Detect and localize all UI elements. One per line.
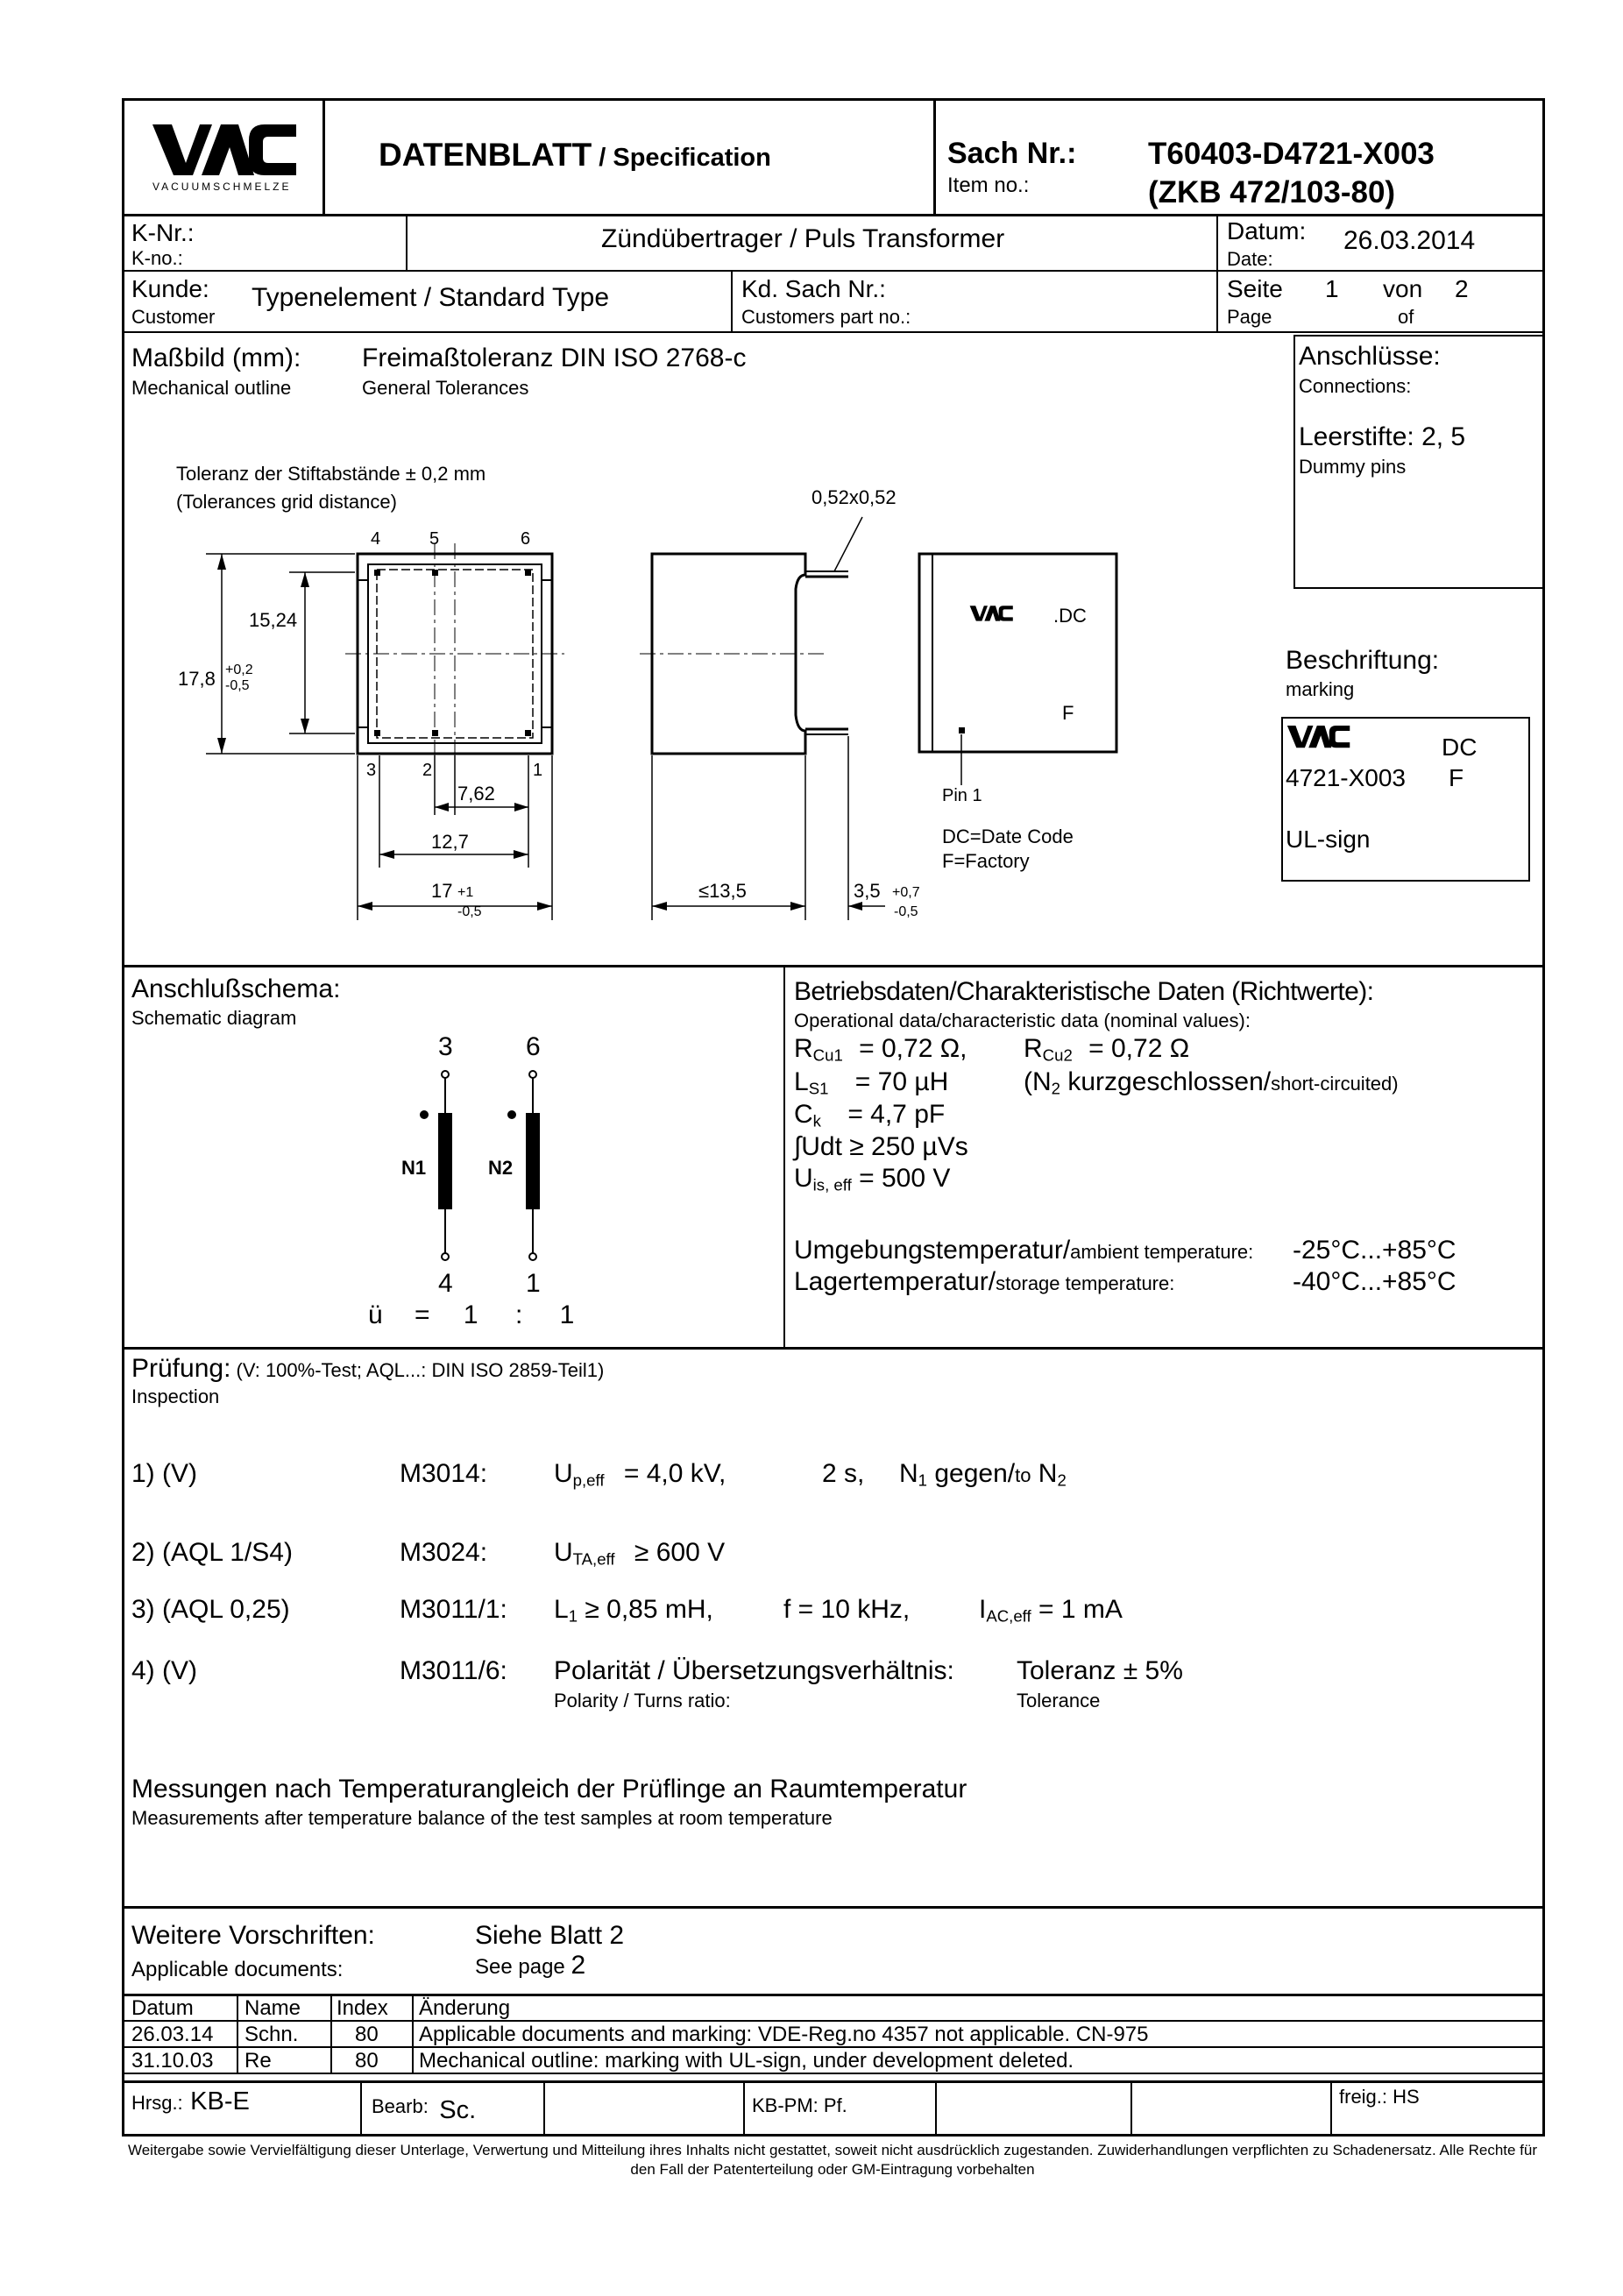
sach-label: Sach Nr.: — [947, 137, 1077, 170]
ck — [794, 1100, 945, 1131]
kno-label: K-no.: — [131, 247, 183, 269]
pin-size-leader — [834, 517, 862, 571]
bearb-value: Sc. — [439, 2096, 477, 2124]
ck-sub: k — [812, 1111, 821, 1130]
operational-label: Betriebsdaten/Charakteristische Daten (Richtwerte): — [794, 977, 1374, 1006]
signoff-vline-e — [1130, 2081, 1132, 2136]
uis-sym: U — [794, 1164, 813, 1193]
top-view-pins — [374, 570, 531, 736]
rcu2-sym: R — [1024, 1034, 1043, 1063]
test1-n2-sub: 2 — [1057, 1470, 1067, 1490]
grid-tolerance-sub: (Tolerances grid distance) — [176, 491, 397, 513]
f-note: F=Factory — [942, 850, 1030, 872]
polarity-dot-n1 — [420, 1110, 429, 1119]
grid-tolerance: Toleranz der Stiftabstände ± 0,2 mm — [176, 463, 486, 485]
measurement-note-sub: Measurements after temperature balance of the test samples at room temperature — [131, 1807, 833, 1829]
ls1-sub: S1 — [808, 1079, 829, 1098]
marking-view-logo — [970, 606, 1013, 620]
change-row-1-name: Schn. — [245, 2023, 299, 2046]
signoff-vline-b — [543, 2081, 545, 2136]
test1-n1: N — [899, 1459, 918, 1488]
ck-sym: C — [794, 1100, 813, 1129]
inspection-note: (V: 100%-Test; AQL...: DIN ISO 2859-Teil1) — [230, 1359, 605, 1381]
storage-temp — [794, 1267, 1174, 1297]
change-header-datum: Datum — [131, 1996, 194, 2020]
docs-value: Siehe Blatt 2 — [475, 1921, 625, 1950]
test4-tolerance-sub: Tolerance — [1017, 1690, 1101, 1711]
test2-u — [554, 1538, 725, 1570]
change-header-name: Name — [245, 1996, 301, 2020]
docs-label-sub: Applicable documents: — [131, 1958, 344, 1981]
dc-note: DC=Date Code — [942, 826, 1074, 847]
uis — [794, 1164, 950, 1195]
rcu2 — [1024, 1034, 1189, 1066]
test1-to: to — [1015, 1464, 1031, 1486]
winding-n2 — [526, 1113, 540, 1209]
rcu1-sym: R — [794, 1034, 813, 1063]
test1-val: = 4,0 kV, — [623, 1459, 726, 1488]
ambient-temp — [794, 1236, 1253, 1265]
dim-17-8-lines — [206, 554, 355, 754]
docs-value-sub-page: 2 — [571, 1951, 586, 1980]
marking-label: Beschriftung: — [1286, 646, 1440, 675]
title-sep: / Specification — [592, 144, 771, 172]
dim-12-7: 12,7 — [431, 831, 469, 853]
section3-divider — [122, 1347, 1545, 1350]
test4-code: M3011/6: — [400, 1656, 507, 1685]
marking-view — [919, 554, 1116, 752]
test3-sym: L — [554, 1595, 569, 1624]
dim-17-tol-dn: -0,5 — [457, 904, 482, 919]
ratio-a: 1 — [463, 1300, 478, 1329]
bearb-label: Bearb: — [372, 2095, 429, 2117]
dim-17-8-tol-up: +0,2 — [225, 663, 253, 677]
test1-time: 2 s, — [822, 1459, 865, 1488]
change-row-1-index: 80 — [355, 2023, 379, 2046]
ls1-val: = 70 µH — [854, 1067, 949, 1096]
uis-val: = 500 V — [851, 1164, 951, 1193]
page-number: 1 — [1325, 275, 1339, 302]
test1-n2: N — [1031, 1459, 1058, 1488]
schematic-sub: Schematic diagram — [131, 1007, 297, 1029]
winding-n1-label: N1 — [401, 1157, 427, 1179]
pin-number-1: 1 — [533, 761, 543, 780]
marking-code: 4721-X003 — [1286, 764, 1407, 791]
ratio-b: 1 — [559, 1300, 575, 1329]
pin-size-label: 0,52x0,52 — [812, 486, 897, 508]
test3-no: 3) (AQL 0,25) — [131, 1595, 290, 1624]
test2-code: M3024: — [400, 1538, 488, 1567]
bearb — [372, 2091, 477, 2124]
datum-label: Datum: — [1227, 217, 1307, 244]
kb-pm: KB-PM: Pf. — [752, 2094, 847, 2116]
schematic-pin-6: 6 — [526, 1032, 541, 1061]
changes-vline-c — [412, 1995, 414, 2073]
pin1-label: Pin 1 — [942, 786, 982, 805]
test3-i-sym: I — [979, 1595, 987, 1624]
ls1-note-a: (N — [1024, 1067, 1052, 1096]
ls1-note-sub: 2 — [1051, 1079, 1060, 1098]
winding-n1 — [438, 1113, 452, 1209]
connections-sub: Connections: — [1299, 375, 1412, 397]
test1-code: M3014: — [400, 1459, 488, 1488]
marking-ul: UL-sign — [1286, 826, 1371, 853]
pin-number-3: 3 — [366, 761, 377, 780]
dim-3-5-tol-up: +0,7 — [892, 885, 920, 900]
page-label: Page — [1227, 306, 1272, 328]
rcu2-sub: Cu2 — [1042, 1045, 1073, 1065]
change-row-2-name: Re — [245, 2049, 272, 2073]
pin-marker-2 — [432, 730, 438, 736]
marking-view-f: F — [1062, 702, 1074, 724]
dim-17-8-tol-dn: -0,5 — [225, 678, 250, 693]
signoff-vline-f — [1330, 2081, 1332, 2136]
title-main: DATENBLATT — [379, 137, 592, 173]
schematic-pin-3: 3 — [438, 1032, 453, 1061]
schematic-pin-1: 1 — [526, 1269, 541, 1298]
date-value: 26.03.2014 — [1343, 226, 1476, 255]
dim-17-tol-up: +1 — [457, 885, 474, 900]
test2-no: 2) (AQL 1/S4) — [131, 1538, 293, 1567]
signoff-vline-d — [935, 2081, 937, 2136]
test3-val: ≥ 0,85 mH, — [578, 1595, 713, 1624]
section2-vline — [783, 966, 785, 1348]
legal-footer: Weitergabe sowie Vervielfältigung dieser Unterlage, Verwertung und Mitteilung ihres Inhalts nicht gestattet, soweit nicht ausdrücklich zugestanden. Zuwiderhandlungen verpflichten zu Schadenersatz. Alle Rechte für den Fall der Patenterteilung oder GM-Eintragung vorbehalten — [127, 2142, 1538, 2178]
change-row-2-index: 80 — [355, 2049, 379, 2073]
marking-logo — [1286, 724, 1351, 750]
rcu1-val: = 0,72 Ω, — [859, 1034, 967, 1063]
general-tolerance-sub: General Tolerances — [362, 377, 529, 399]
general-tolerance: Freimaßtoleranz DIN ISO 2768-c — [362, 344, 747, 372]
ambient-value: -25°C...+85°C — [1293, 1236, 1456, 1265]
schematic-label: Anschlußschema: — [131, 974, 341, 1003]
uis-sub: is, eff — [812, 1175, 852, 1194]
item-number-2: (ZKB 472/103-80) — [1148, 175, 1396, 209]
changes-vline-a — [237, 1995, 238, 2073]
item-number: T60403-D4721-X003 — [1148, 137, 1435, 171]
operational-sub: Operational data/characteristic data (nominal values): — [794, 1010, 1251, 1031]
test3-sub: 1 — [568, 1606, 578, 1626]
ls1-note-b: kurzgeschlossen/ — [1060, 1067, 1272, 1096]
dim-3-5-tol-dn: -0,5 — [894, 904, 918, 919]
docs-label: Weitere Vorschriften: — [131, 1921, 375, 1950]
changes-line-1 — [122, 2020, 1545, 2022]
ls1-sym: L — [794, 1067, 809, 1096]
of-label: of — [1398, 306, 1414, 328]
outline-label-sub: Mechanical outline — [131, 377, 292, 399]
measurement-note: Messungen nach Temperaturangleich der Prüflinge an Raumtemperatur — [131, 1775, 967, 1803]
rcu1-sub: Cu1 — [812, 1045, 843, 1065]
pin-number-5: 5 — [429, 529, 440, 549]
ls1-note — [1024, 1067, 1399, 1099]
hrsg — [131, 2087, 250, 2116]
vac-logo-sub: VACUUMSCHMELZE — [152, 181, 292, 193]
mechanical-drawing — [0, 0, 1623, 964]
pin-number-6: 6 — [521, 529, 531, 549]
test3-i-sub: AC,eff — [986, 1606, 1031, 1626]
udt: ∫Udt ≥ 250 µVs — [794, 1132, 968, 1161]
inspection-heading — [131, 1354, 604, 1384]
marking-sub: marking — [1286, 678, 1355, 700]
pin-marker-6 — [525, 570, 531, 576]
connections-label: Anschlüsse: — [1299, 342, 1441, 371]
change-row-1-text: Applicable documents and marking: VDE-Reg.no 4357 not applicable. CN-975 — [419, 2023, 1149, 2046]
test4-no: 4) (V) — [131, 1656, 197, 1685]
docs-value-sub — [475, 1951, 585, 1981]
test2-sub: TA,eff — [572, 1549, 615, 1569]
outline-label: Maßbild (mm): — [131, 344, 301, 372]
pin-marker-3 — [374, 730, 380, 736]
test1-sym: U — [554, 1459, 573, 1488]
change-row-1-date: 26.03.14 — [131, 2023, 214, 2046]
rcu2-val: = 0,72 Ω — [1088, 1034, 1190, 1063]
kd-sach-label: Kd. Sach Nr.: — [741, 275, 886, 302]
winding-n2-label: N2 — [488, 1157, 514, 1179]
change-row-2-text: Mechanical outline: marking with UL-sign, under development deleted. — [419, 2049, 1074, 2073]
ratio-eq: = — [415, 1300, 430, 1329]
ambient-sub: ambient temperature: — [1070, 1241, 1254, 1263]
ls1-note-c: short-circuited) — [1271, 1073, 1399, 1095]
test1-windings — [899, 1459, 1067, 1491]
dim-17-lines — [358, 902, 552, 911]
date-label: Date: — [1227, 248, 1273, 270]
hrsg-value: KB-E — [190, 2087, 250, 2115]
changes-vline-b — [330, 1995, 332, 2073]
storage-value: -40°C...+85°C — [1293, 1267, 1456, 1296]
test3-l — [554, 1595, 713, 1626]
dim-15-24: 15,24 — [249, 609, 298, 631]
marking-view-dc: .DC — [1053, 605, 1087, 627]
pin-number-4: 4 — [371, 529, 381, 549]
turns-ratio — [368, 1300, 574, 1330]
side-view-ext-lines — [652, 736, 885, 920]
polarity-dot-n2 — [507, 1110, 516, 1119]
kd-sach-sub: Customers part no.: — [741, 306, 911, 328]
test3-i — [979, 1595, 1123, 1626]
kunde-label: Kunde: — [131, 275, 209, 302]
customer-value: Typenelement / Standard Type — [252, 283, 610, 312]
test3-i-val: = 1 mA — [1031, 1595, 1123, 1624]
hrsg-label: Hrsg.: — [131, 2092, 183, 2114]
change-header-change: Änderung — [419, 1996, 511, 2020]
test4-sub: Polarity / Turns ratio: — [554, 1690, 731, 1711]
ambient-label: Umgebungstemperatur/ — [794, 1236, 1071, 1265]
test3-code: M3011/1: — [400, 1595, 507, 1624]
storage-sub: storage temperature: — [996, 1272, 1175, 1294]
rcu1 — [794, 1034, 967, 1066]
test3-freq: f = 10 kHz, — [783, 1595, 911, 1624]
product-name: Zündübertrager / Puls Transformer — [601, 224, 1005, 253]
von-label: von — [1383, 275, 1423, 302]
signoff-vline-a — [360, 2081, 362, 2136]
schematic-pin-4: 4 — [438, 1269, 453, 1298]
change-header-index: Index — [337, 1996, 388, 2020]
docs-value-sub-text: See page — [475, 1955, 571, 1979]
dim-13-5: ≤13,5 — [698, 880, 747, 902]
storage-label: Lagertemperatur/ — [794, 1267, 996, 1296]
customer-label: Customer — [131, 306, 216, 328]
dummy-pins-sub: Dummy pins — [1299, 456, 1407, 478]
marking-dc: DC — [1442, 733, 1478, 761]
freig: freig.: HS — [1339, 2086, 1420, 2108]
pin-marker-5 — [432, 570, 438, 576]
test1-no: 1) (V) — [131, 1459, 197, 1488]
inspection-label: Prüfung: — [131, 1354, 231, 1383]
dummy-pins: Leerstifte: 2, 5 — [1299, 422, 1466, 451]
test4-text: Polarität / Übersetzungsverhältnis: — [554, 1656, 954, 1685]
seite-label: Seite — [1227, 275, 1283, 302]
test4-tolerance: Toleranz ± 5% — [1017, 1656, 1183, 1685]
pin-marker-1 — [525, 730, 531, 736]
test1-gegen: gegen/ — [927, 1459, 1016, 1488]
test1-sub: p,eff — [572, 1470, 605, 1490]
ratio-u: ü — [368, 1300, 383, 1329]
ratio-colon: : — [514, 1300, 523, 1329]
ck-val: = 4,7 pF — [847, 1100, 946, 1129]
dim-17-8: 17,8 — [178, 668, 216, 690]
ls1 — [794, 1067, 948, 1099]
changes-top — [122, 1994, 1545, 1996]
pin-number-2: 2 — [422, 761, 433, 780]
dim-7-62: 7,62 — [457, 783, 495, 804]
page-total: 2 — [1455, 275, 1469, 302]
test1-u — [554, 1459, 726, 1491]
signoff-vline-c — [743, 2081, 745, 2136]
docs-divider — [122, 1906, 1545, 1909]
test1-n1-sub: 1 — [918, 1470, 928, 1490]
change-row-2-date: 31.10.03 — [131, 2049, 214, 2073]
dim-3-5: 3,5 — [854, 880, 881, 902]
item-label: Item no.: — [947, 174, 1030, 197]
pin-marker-4 — [374, 570, 380, 576]
pin1-marker — [959, 727, 965, 733]
marking-f: F — [1449, 764, 1464, 791]
dim-15-24-lines — [289, 572, 355, 733]
inspection-sub: Inspection — [131, 1385, 220, 1407]
test2-sym: U — [554, 1538, 573, 1567]
dim-17: 17 — [431, 880, 453, 902]
test2-val: ≥ 600 V — [634, 1538, 726, 1567]
knr-label: K-Nr.: — [131, 219, 195, 246]
section2-divider — [122, 965, 1545, 967]
